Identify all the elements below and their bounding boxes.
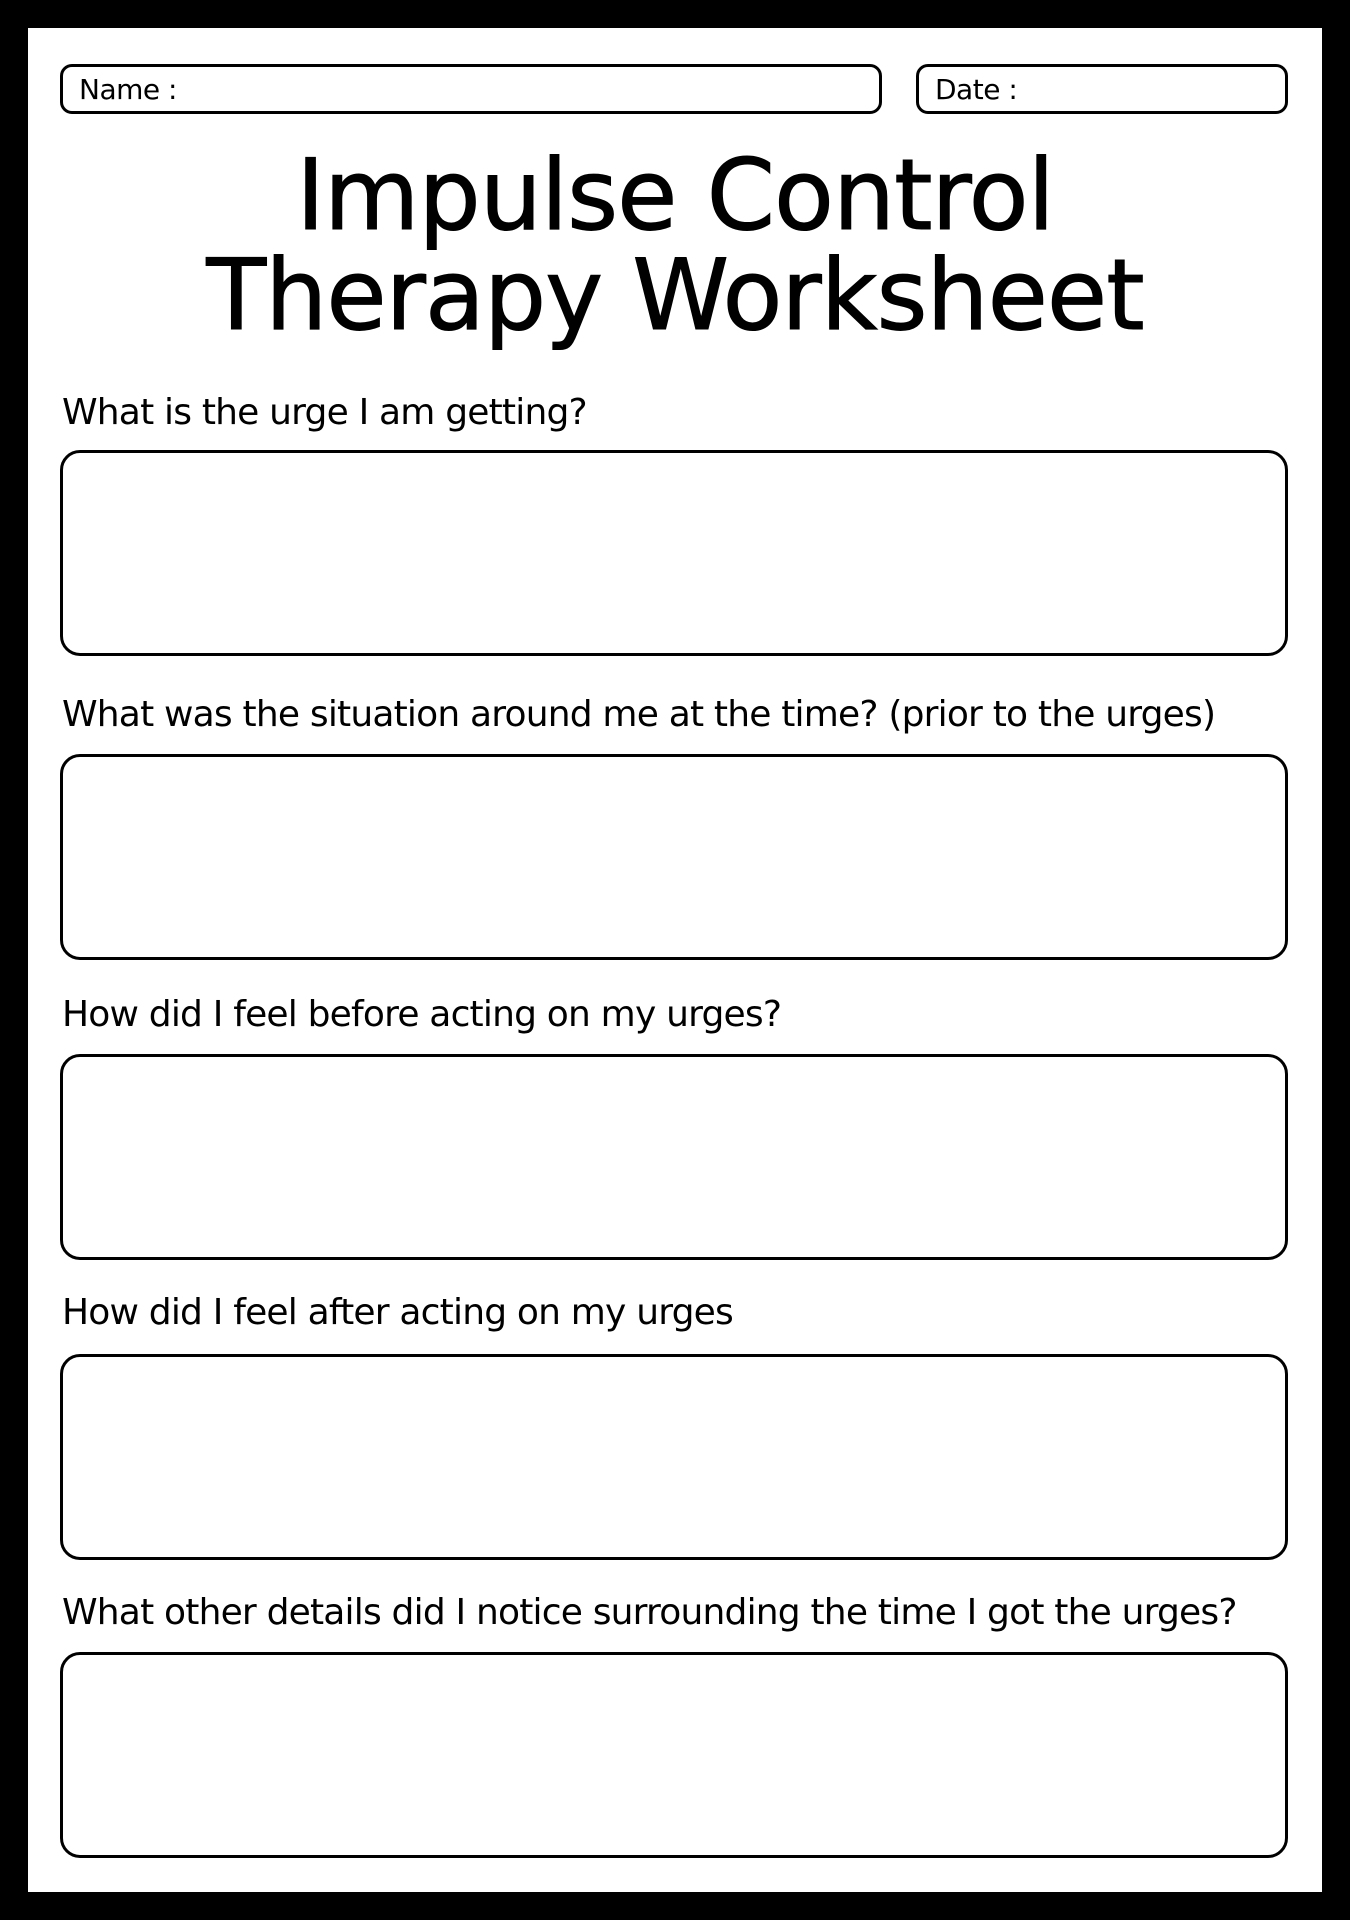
title-line-2: Therapy Worksheet bbox=[206, 239, 1144, 353]
answer-box-3[interactable] bbox=[60, 1054, 1288, 1260]
question-3: How did I feel before acting on my urges? bbox=[62, 994, 782, 1035]
answer-box-5[interactable] bbox=[60, 1652, 1288, 1858]
question-5: What other details did I notice surrounding the time I got the urges? bbox=[62, 1592, 1237, 1633]
answer-box-2[interactable] bbox=[60, 754, 1288, 960]
answer-box-1[interactable] bbox=[60, 450, 1288, 656]
date-label: Date : bbox=[935, 72, 1018, 106]
worksheet-title bbox=[28, 139, 1322, 353]
name-label: Name : bbox=[79, 72, 177, 106]
name-field[interactable] bbox=[60, 64, 882, 114]
question-4: How did I feel after acting on my urges bbox=[62, 1292, 733, 1333]
date-field[interactable] bbox=[916, 64, 1288, 114]
worksheet-page bbox=[28, 28, 1322, 1892]
question-1: What is the urge I am getting? bbox=[62, 392, 587, 433]
question-2: What was the situation around me at the time? (prior to the urges) bbox=[62, 694, 1216, 735]
answer-box-4[interactable] bbox=[60, 1354, 1288, 1560]
title-line-1: Impulse Control bbox=[296, 139, 1054, 253]
